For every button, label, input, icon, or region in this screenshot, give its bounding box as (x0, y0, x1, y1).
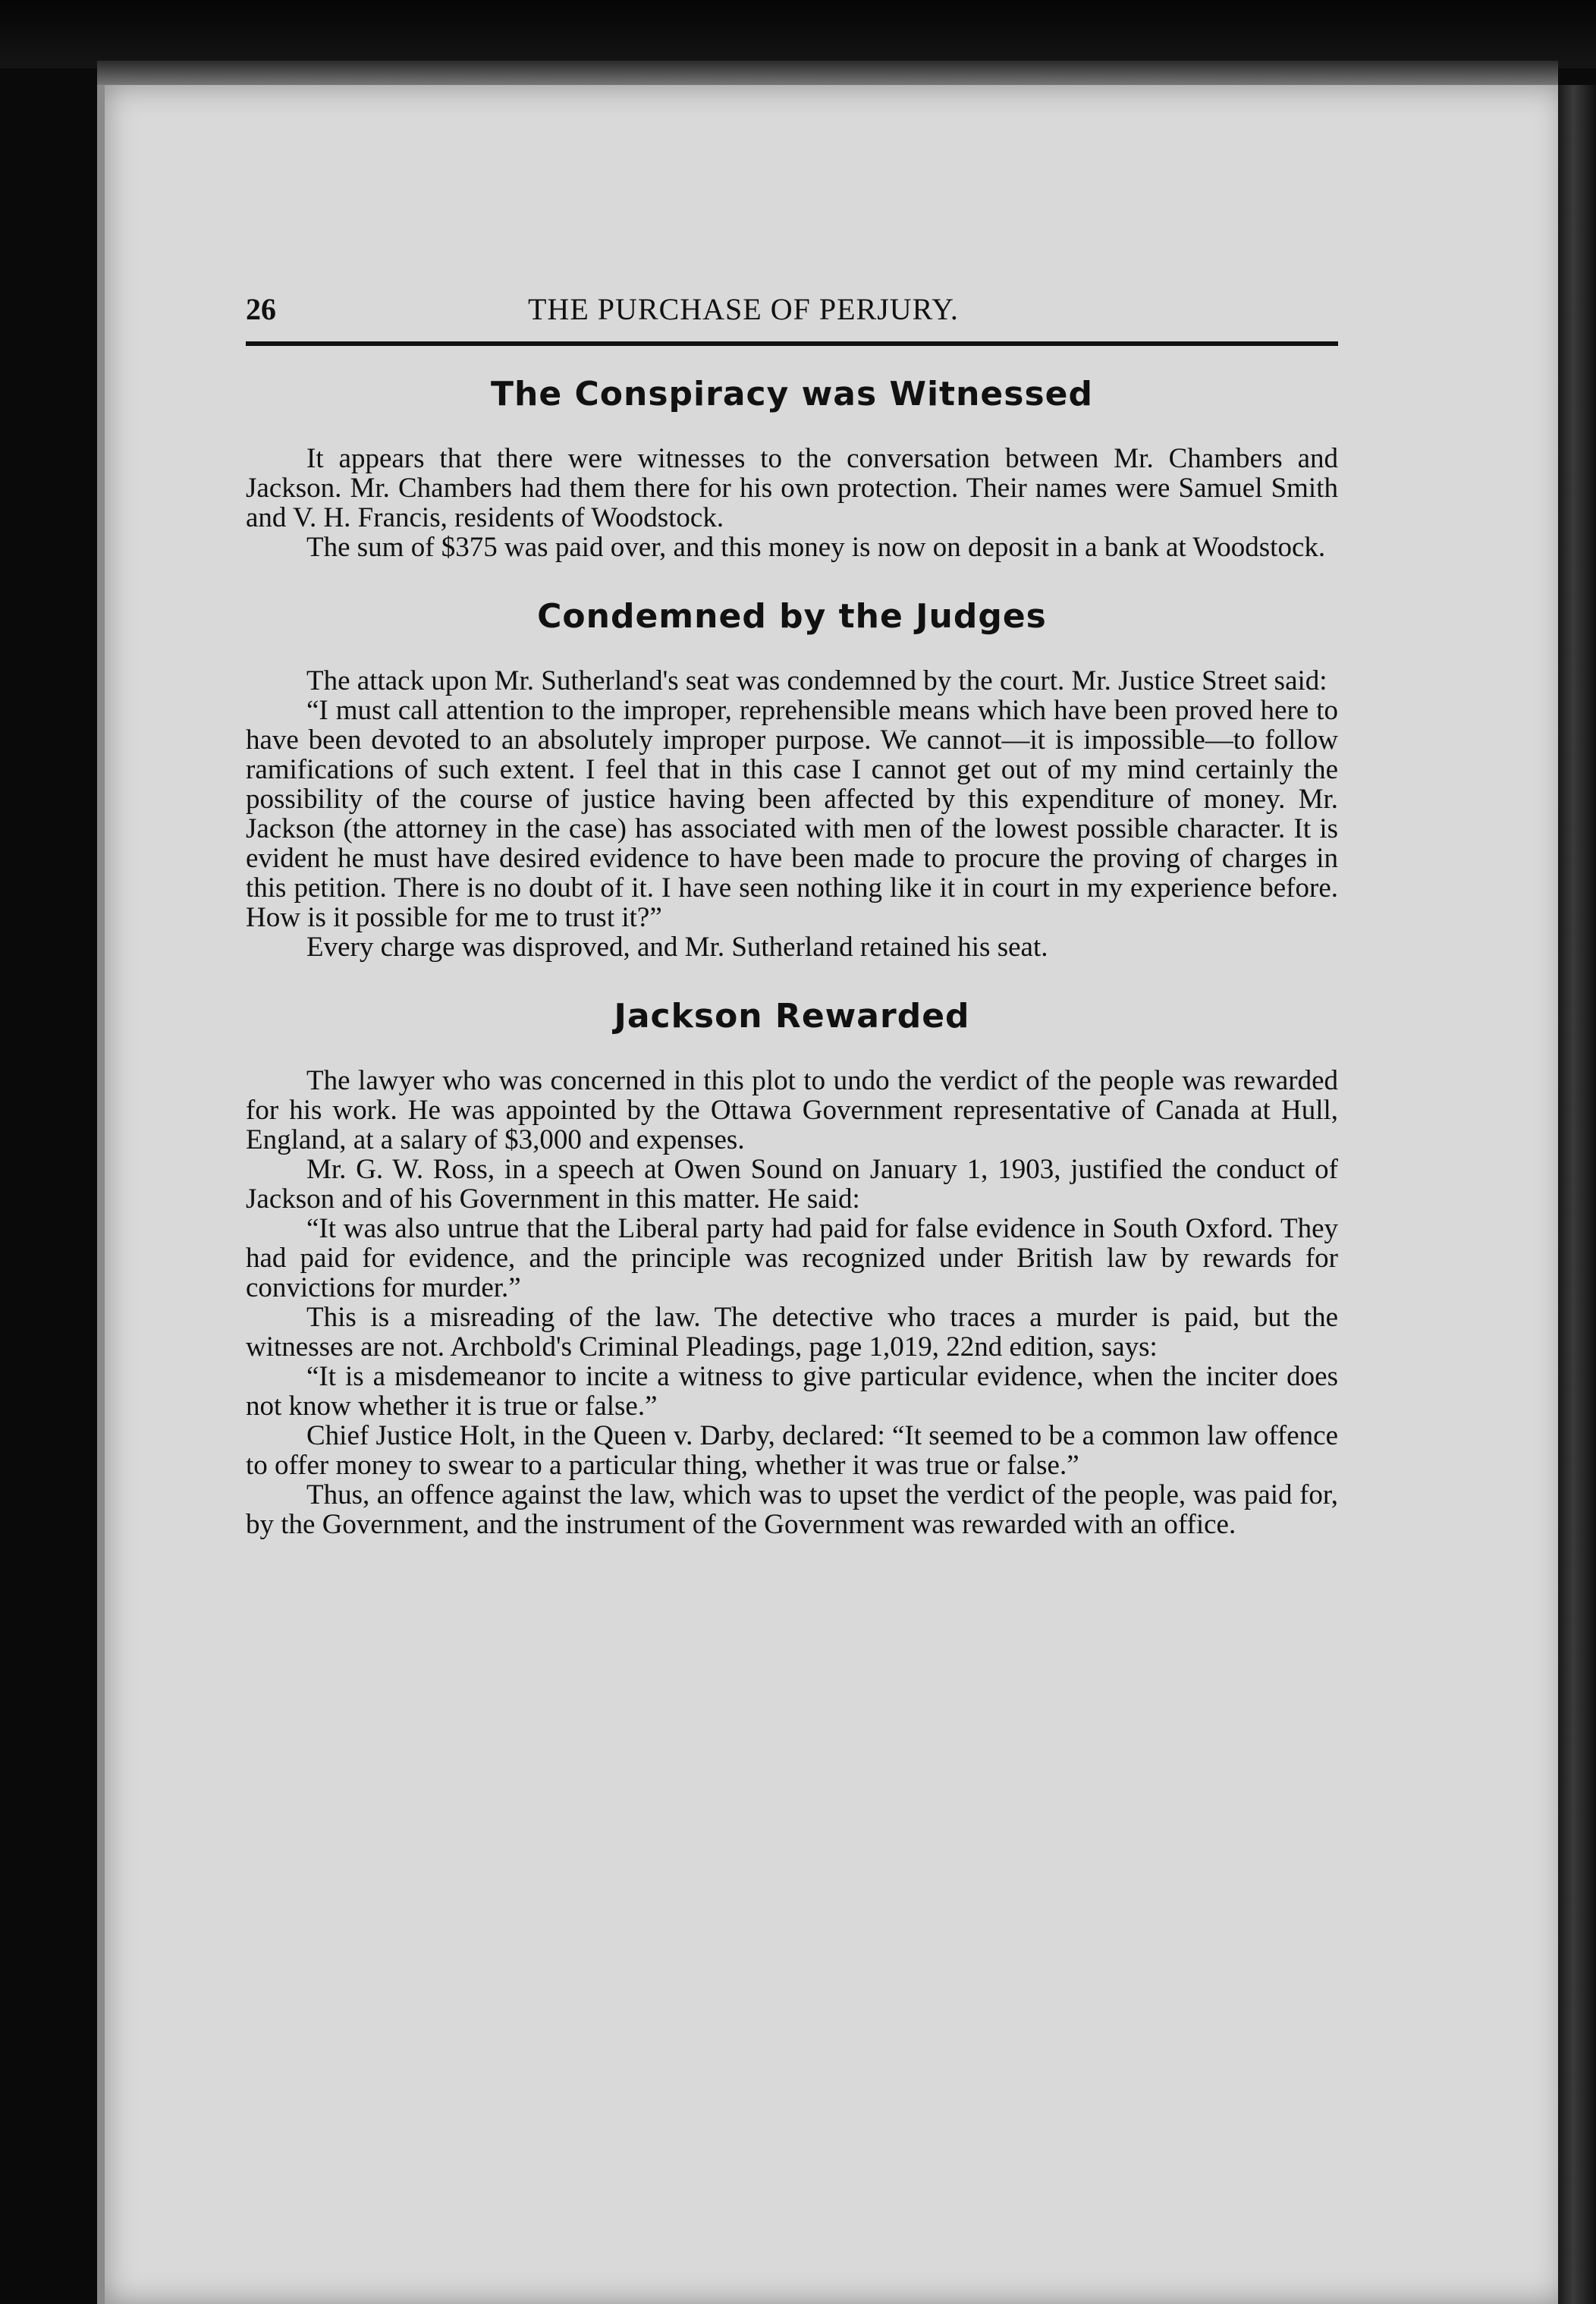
paragraph: This is a misreading of the law. The detective who traces a murder is paid, but the witnesses are not. Archbold's Criminal Pleadings, page 1,019, 22nd edition, says: (246, 1302, 1338, 1363)
page-content (246, 287, 1338, 1539)
paragraph: The lawyer who was concerned in this plot to undo the verdict of the people was rewarded for his work. He was appointed by the Ottawa Government representative of Canada at Hull, England, at a salary of $3,000 and expenses. (246, 1065, 1338, 1155)
page-top-edge (97, 61, 1558, 86)
section-conspiracy (246, 375, 1338, 562)
paragraph: The attack upon Mr. Sutherland's seat was condemned by the court. Mr. Justice Street said: (306, 665, 1327, 696)
scan-background (0, 0, 1596, 68)
paragraph: Chief Justice Holt, in the Queen v. Darby, declared: “It seemed to be a common law offence to offer money to swear to a particular thing, whether it was true or false.” (246, 1420, 1338, 1481)
paragraph: “It is a misdemeanor to incite a witness to give particular evidence, when the inciter does not know whether it is true or false.” (246, 1361, 1338, 1422)
running-head (246, 287, 1338, 332)
paragraph: Mr. G. W. Ross, in a speech at Owen Sound on January 1, 1903, justified the conduct of Jackson and of his Government in this matter. He said: (246, 1154, 1338, 1215)
section-condemned (246, 597, 1338, 962)
paragraph: “I must call attention to the improper, reprehensible means which have been proved here to have been devoted to an absolutely improper purpose. We cannot—it is impossible—to follow ramifications of such extent. I feel that in this case I cannot get out of my mind certainly the possibility of the course of justice having been affected by this expenditure of money. Mr. Jackson (the attorney in the case) has associated with men of the lowest possible character. It is evident he must have desired evidence to have been made to procure the proving of charges in this petition. There is no doubt of it. I have seen nothing like it in court in my experience before. How is it possible for me to trust it?” (246, 695, 1338, 933)
section-heading: The Conspiracy was Witnessed (491, 375, 1093, 413)
section-heading: Jackson Rewarded (614, 997, 970, 1036)
running-title: THE PURCHASE OF PERJURY. (528, 292, 959, 326)
paragraph: Every charge was disproved, and Mr. Sutherland retained his seat. (306, 932, 1048, 963)
page-number: 26 (246, 292, 276, 326)
paragraph: “It was also untrue that the Liberal party had paid for false evidence in South Oxford. They had paid for evidence, and the principle was recognized under British law by rewards for convictions for murder.” (246, 1213, 1338, 1303)
page-right-edge (1558, 85, 1596, 2304)
paragraph: Thus, an offence against the law, which was to upset the verdict of the people, was paid for, by the Government, and the instrument of the Government was rewarded with an office. (246, 1479, 1338, 1540)
paragraph: The sum of $375 was paid over, and this money is now on deposit in a bank at Woodstock. (306, 532, 1326, 563)
paragraph: It appears that there were witnesses to the conversation between Mr. Chambers and Jackson. Mr. Chambers had them there for his own protection. Their names were Samuel Smith and V. H. Francis, residents of Woodstock. (246, 443, 1338, 533)
section-heading: Condemned by the Judges (537, 597, 1047, 636)
header-rule (246, 341, 1338, 346)
section-jackson-rewarded (246, 997, 1338, 1539)
